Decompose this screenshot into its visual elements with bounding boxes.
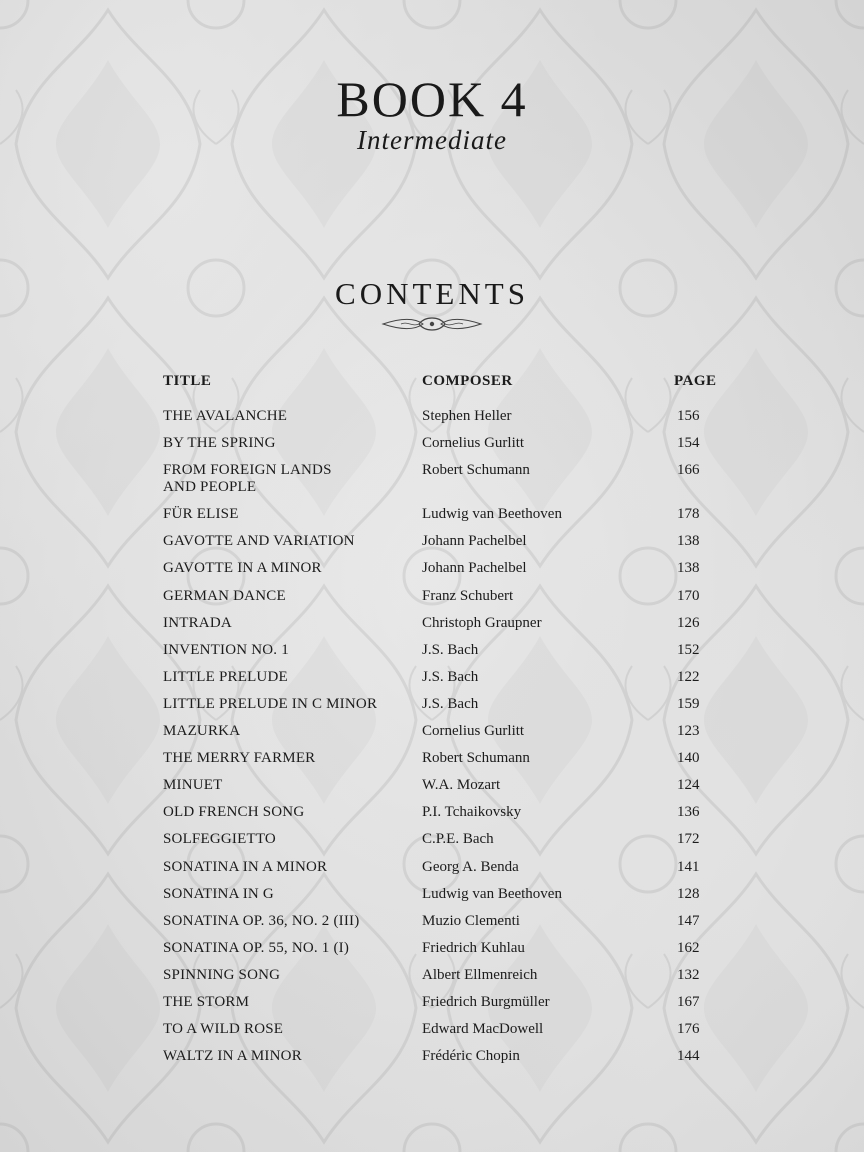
entry-composer: Christoph Graupner [422, 614, 542, 631]
entry-title: FROM FOREIGN LANDS AND PEOPLE [163, 462, 332, 496]
entry-title: GAVOTTE IN A MINOR [163, 560, 322, 577]
entry-composer: J.S. Bach [422, 641, 479, 658]
entry-title: THE AVALANCHE [163, 408, 288, 424]
entry-page: 172 [677, 831, 700, 848]
entry-page: 156 [677, 408, 700, 424]
entry-composer: Stephen Heller [422, 408, 512, 424]
entry-composer: P.I. Tchaikovsky [422, 804, 522, 821]
entry-page: 170 [677, 587, 700, 604]
entry-composer: Friedrich Burgmüller [422, 994, 550, 1010]
entry-composer: Albert Ellmenreich [422, 966, 538, 983]
entry-page: 152 [677, 641, 700, 658]
entry-title: SONATINA IN G [163, 885, 274, 902]
entry-page: 154 [677, 435, 700, 452]
entry-page: 128 [677, 885, 700, 902]
entry-page: 144 [677, 1048, 700, 1065]
entry-title: OLD FRENCH SONG [163, 804, 305, 821]
entry-title: TO A WILD ROSE [163, 1021, 284, 1038]
column-header-page: PAGE [674, 373, 717, 389]
entry-page: 178 [677, 506, 700, 523]
entry-page: 140 [677, 750, 700, 767]
entry-title: SPINNING SONG [163, 966, 281, 983]
entry-title: THE MERRY FARMER [163, 750, 316, 767]
entry-page: 162 [677, 939, 700, 956]
entry-composer: Georg A. Benda [422, 858, 519, 875]
entry-composer: Johann Pachelbel [422, 560, 527, 577]
entry-composer: Edward MacDowell [422, 1021, 544, 1038]
entry-title: SONATINA OP. 55, NO. 1 (I) [163, 939, 350, 956]
entry-page: 138 [677, 533, 700, 550]
entry-page: 167 [677, 994, 700, 1010]
entry-page: 126 [677, 614, 700, 631]
entry-page: 132 [677, 966, 700, 983]
entry-composer: Frédéric Chopin [422, 1048, 520, 1065]
entry-composer: Ludwig van Beethoven [422, 885, 562, 902]
entry-title: THE STORM [163, 994, 250, 1010]
entry-composer: Muzio Clementi [422, 912, 520, 929]
entry-title: BY THE SPRING [163, 435, 276, 452]
contents-heading: CONTENTS [335, 276, 529, 311]
entry-title: WALTZ IN A MINOR [163, 1048, 302, 1065]
entry-title: SONATINA IN A MINOR [163, 858, 328, 875]
entry-title: INVENTION NO. 1 [163, 641, 289, 658]
entry-title: LITTLE PRELUDE IN C MINOR [163, 695, 378, 712]
entry-composer: C.P.E. Bach [422, 831, 494, 848]
column-header-composer: COMPOSER [422, 373, 513, 389]
entry-page: 123 [677, 723, 700, 739]
entry-page: 147 [677, 912, 700, 929]
column-header-title: TITLE [163, 373, 212, 389]
entry-composer: Cornelius Gurlitt [422, 435, 525, 452]
book-subtitle: Intermediate [357, 125, 507, 155]
entry-composer: Ludwig van Beethoven [422, 506, 562, 523]
entry-title: MINUET [163, 777, 223, 794]
entry-composer: J.S. Bach [422, 668, 479, 685]
book-title: BOOK 4 [336, 71, 528, 127]
entry-page: 141 [677, 858, 700, 875]
entry-page: 176 [677, 1021, 700, 1038]
flourish-ornament-icon [381, 314, 483, 334]
entry-title: SONATINA OP. 36, NO. 2 (III) [163, 912, 360, 929]
entry-title: GERMAN DANCE [163, 587, 286, 604]
entry-composer: Robert Schumann [422, 750, 530, 767]
entry-title: SOLFEGGIETTO [163, 831, 276, 848]
entry-title: FÜR ELISE [163, 506, 239, 523]
entry-page: 122 [677, 668, 700, 685]
entry-composer: Cornelius Gurlitt [422, 723, 525, 739]
entry-page: 166 [677, 462, 700, 479]
entry-composer: J.S. Bach [422, 695, 479, 712]
entry-page: 124 [677, 777, 700, 794]
entry-composer: Friedrich Kuhlau [422, 939, 525, 956]
entry-title: INTRADA [163, 614, 232, 631]
entry-page: 138 [677, 560, 700, 577]
entry-page: 136 [677, 804, 700, 821]
entry-composer: Franz Schubert [422, 587, 514, 604]
entry-title: LITTLE PRELUDE [163, 668, 288, 685]
entry-page: 159 [677, 695, 700, 712]
entry-composer: Robert Schumann [422, 462, 530, 479]
entry-title: GAVOTTE AND VARIATION [163, 533, 355, 550]
entry-composer: W.A. Mozart [422, 777, 501, 794]
entry-composer: Johann Pachelbel [422, 533, 527, 550]
entry-title: MAZURKA [163, 723, 241, 739]
